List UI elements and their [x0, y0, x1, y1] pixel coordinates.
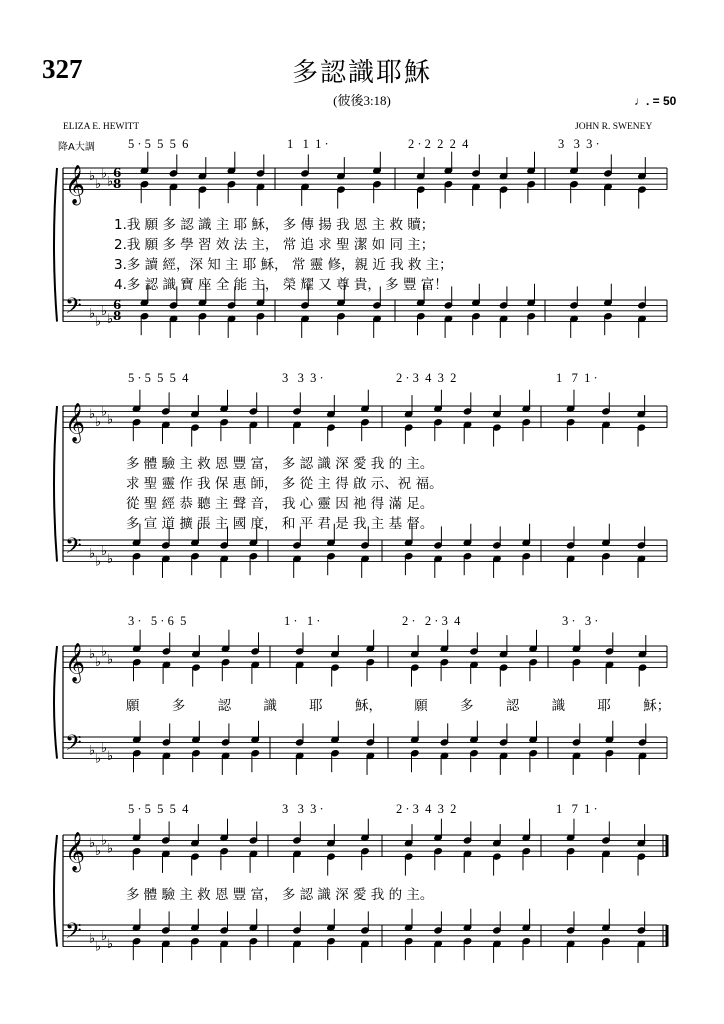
hymn-number: 327 [42, 54, 83, 84]
lyric-s4-refrain: 多 體 驗 主 救 恩 豐 富， 多 認 識 深 愛 我 的 主。 [126, 887, 434, 903]
jianpu-s1-m2: 1 1 1 · [287, 137, 329, 151]
time-signature: 6 [113, 298, 122, 312]
jianpu-s4-m3: 2 · 3 4 3 2 [396, 802, 457, 816]
lyric-s1-v3: 3.多 讀 經，深 知 主 耶 穌， 常 靈 修，親 近 我 救 主； [114, 257, 453, 273]
flat-icon: ♭ [101, 303, 108, 319]
flat-icon: ♭ [89, 836, 96, 852]
flat-icon: ♭ [95, 751, 102, 767]
jianpu-s2-m4: 1 7 1 · [556, 371, 598, 385]
flat-icon: ♭ [89, 407, 96, 423]
flat-icon: ♭ [101, 740, 108, 756]
flat-icon: ♭ [101, 543, 108, 559]
jianpu-s4-m1: 5 · 5 5 5 4 [128, 802, 189, 816]
flat-icon: ♭ [95, 177, 102, 193]
treble-clef-icon: 𝄞 [65, 831, 86, 872]
flat-icon: ♭ [107, 311, 114, 327]
jianpu-s3-m2: 1 · 1 · [284, 614, 321, 628]
system-brace [54, 168, 57, 322]
bass-clef-icon: 𝄢 [65, 918, 82, 949]
flat-icon: ♭ [107, 174, 114, 190]
treble-clef-icon: 𝄞 [65, 642, 86, 683]
flat-icon: ♭ [89, 931, 96, 947]
jianpu-s1-m1: 5 · 5 5 5 6 [128, 137, 189, 151]
time-signature: 6 [113, 166, 122, 180]
jianpu-s1-m4: 3 3 3 · [558, 137, 600, 151]
flat-icon: ♭ [95, 939, 102, 955]
flat-icon: ♭ [95, 314, 102, 330]
composer-credit: JOHN R. SWENEY [575, 122, 653, 132]
lyric-s2-v2: 求 聖 靈 作 我 保 惠 師， 多 從 主 得 啟 示、祝 福。 [126, 476, 443, 492]
time-signature: 8 [113, 309, 122, 323]
lyric-s2-v3: 從 聖 經 恭 聽 主 聲 音， 我 心 靈 因 祂 得 滿 足。 [126, 496, 434, 512]
lyric-s2-v4: 多 宣 道 擴 張 主 國 度， 和 平 君 是 我 主 基 督。 [126, 516, 434, 532]
lyric-s3-refrain: 願 多 認 識 耶 穌， 願 多 認 識 耶 穌； [126, 698, 671, 714]
system-brace [54, 406, 57, 562]
jianpu-s3-m3: 2 · 2 · 3 4 [402, 614, 461, 628]
jianpu-s3-m4: 3 · 3 · [562, 614, 599, 628]
flat-icon: ♭ [107, 936, 114, 952]
jianpu-s3-m1: 3 · 5 · 6 5 [128, 614, 187, 628]
jianpu-s4-m4: 1 7 1 · [556, 802, 598, 816]
flat-icon: ♭ [101, 644, 108, 660]
flat-icon: ♭ [95, 844, 102, 860]
key-label: 降A大調 [58, 142, 95, 153]
system-brace [54, 835, 57, 947]
flat-icon: ♭ [95, 554, 102, 570]
flat-icon: ♭ [95, 655, 102, 671]
flat-icon: ♭ [101, 404, 108, 420]
treble-clef-icon: 𝄞 [65, 164, 86, 205]
flat-icon: ♭ [107, 748, 114, 764]
lyricist-credit: ELIZA E. HEWITT [63, 122, 140, 132]
jianpu-s2-m1: 5 · 5 5 5 4 [128, 371, 189, 385]
tempo-marking: ♩. = 50 [634, 94, 677, 108]
flat-icon: ♭ [89, 647, 96, 663]
flat-icon: ♭ [89, 169, 96, 185]
lyric-s1-v2: 2.我 願 多 學 習 效 法 主， 常 追 求 聖 潔 如 同 主； [114, 237, 435, 253]
flat-icon: ♭ [89, 743, 96, 759]
lyric-s1-v1: 1.我 願 多 認 識 主 耶 穌， 多 傳 揚 我 恩 主 救 贖； [114, 217, 435, 233]
time-signature: 8 [113, 177, 122, 191]
lyric-s2-v1: 多 體 驗 主 救 恩 豐 富， 多 認 識 深 愛 我 的 主。 [126, 456, 434, 472]
flat-icon: ♭ [107, 652, 114, 668]
flat-icon: ♭ [89, 546, 96, 562]
flat-icon: ♭ [89, 306, 96, 322]
treble-clef-icon: 𝄞 [65, 402, 86, 443]
flat-icon: ♭ [107, 841, 114, 857]
jianpu-s2-m3: 2 · 3 4 3 2 [396, 371, 457, 385]
bass-clef-icon: 𝄢 [65, 730, 82, 761]
flat-icon: ♭ [107, 551, 114, 567]
jianpu-s2-m2: 3 3 3 · [282, 371, 324, 385]
lyric-s1-v4: 4.多 認 識 寶 座 全 能 主， 榮 耀 又 尊 貴， 多 豐 富！ [114, 277, 448, 293]
flat-icon: ♭ [101, 166, 108, 182]
flat-icon: ♭ [95, 415, 102, 431]
flat-icon: ♭ [107, 412, 114, 428]
system-brace [54, 646, 57, 759]
hymn-title: 多認識耶穌 [291, 58, 432, 88]
flat-icon: ♭ [101, 928, 108, 944]
flat-icon: ♭ [101, 833, 108, 849]
scripture-reference: (彼後3:18) [333, 93, 391, 108]
bass-clef-icon: 𝄢 [65, 293, 82, 324]
jianpu-s4-m2: 3 3 3 · [282, 802, 324, 816]
jianpu-s1-m3: 2 · 2 2 2 4 [408, 137, 469, 151]
bass-clef-icon: 𝄢 [65, 533, 82, 564]
